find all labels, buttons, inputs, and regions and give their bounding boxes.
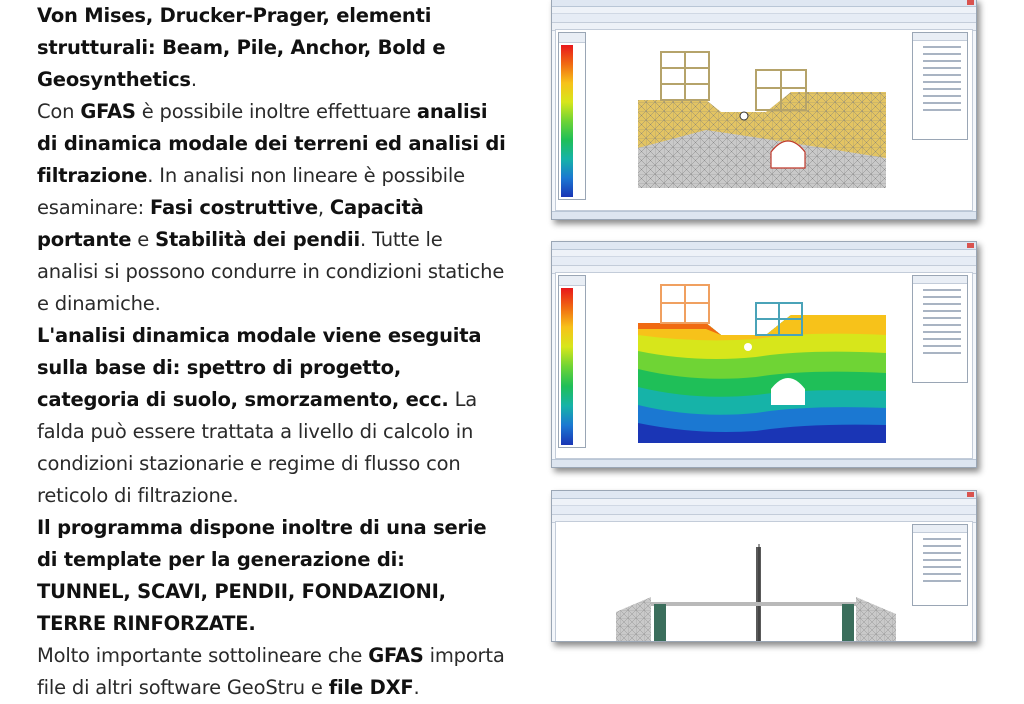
- text-span: importa file di altri software GeoStru e: [37, 644, 505, 699]
- text-span: Molto importante sottolineare che: [37, 644, 369, 667]
- bold-span: TERRE RINFORZATE.: [37, 612, 256, 635]
- close-icon: [967, 0, 974, 5]
- contour-drawing: [556, 273, 974, 459]
- screenshot-mesh-model: [551, 0, 977, 220]
- paragraph-2: [37, 320, 507, 512]
- text-span: La falda può essere trattata a livello di calcolo in condizioni stazionarie e regime di flusso con reticolo di filtrazione.: [37, 388, 478, 507]
- bold-span: GFAS: [80, 100, 136, 123]
- window-titlebar: [552, 0, 976, 7]
- bold-span: TUNNEL, SCAVI, PENDII, FONDAZIONI,: [37, 580, 446, 603]
- window-titlebar: [552, 242, 976, 250]
- bold-span: analisi di dinamica modale dei terreni ed analisi di filtrazione: [37, 100, 506, 187]
- toolbar: [552, 506, 976, 515]
- status-bar: [552, 211, 976, 219]
- text-span: . Tutte le analisi si possono condurre in condizioni statiche e dinamiche.: [37, 228, 505, 315]
- toolbar: [552, 257, 976, 266]
- text-span: e: [131, 228, 156, 251]
- paragraph-1: [37, 0, 507, 320]
- text-span: .: [190, 68, 197, 91]
- toolbar: [552, 14, 976, 23]
- menu-bar: [552, 250, 976, 257]
- menu-bar: [552, 7, 976, 14]
- drawing-canvas: [555, 29, 973, 211]
- window-titlebar: [552, 491, 976, 499]
- drawing-canvas: [555, 521, 973, 642]
- paragraph-4: [37, 640, 507, 704]
- mesh-drawing: [556, 30, 974, 210]
- menu-bar: [552, 499, 976, 506]
- bold-span: Il programma dispone inoltre di una serie di template per la generazione di:: [37, 516, 487, 571]
- text-span: . In analisi non lineare è possibile esaminare:: [37, 164, 465, 219]
- close-icon: [967, 492, 974, 497]
- bold-span: Capacità portante: [37, 196, 424, 251]
- bold-span: file DXF: [328, 676, 414, 699]
- text-span: Con: [37, 100, 81, 123]
- close-icon: [967, 243, 974, 248]
- description-text: [37, 0, 507, 704]
- drawing-canvas: [555, 272, 973, 459]
- text-span: .: [413, 676, 420, 699]
- paragraph-3: [37, 512, 507, 640]
- bold-span: GFAS: [368, 644, 424, 667]
- screenshot-contour-results: [551, 241, 977, 468]
- bold-span: Von Mises, Drucker-Prager, elementi strutturali: Beam, Pile, Anchor, Bold e Geosynthetics: [37, 4, 446, 91]
- excavation-drawing: [556, 522, 974, 642]
- screenshot-excavation-model: [551, 490, 977, 642]
- bold-span: L'analisi dinamica modale viene eseguita sulla base di: spettro di progetto, categoria di suolo, smorzamento, ecc.: [37, 324, 482, 411]
- text-span: ,: [317, 196, 330, 219]
- bold-span: Fasi costruttive: [149, 196, 318, 219]
- text-span: è possibile inoltre effettuare: [135, 100, 417, 123]
- bold-span: Stabilità dei pendii: [155, 228, 360, 251]
- status-bar: [552, 459, 976, 467]
